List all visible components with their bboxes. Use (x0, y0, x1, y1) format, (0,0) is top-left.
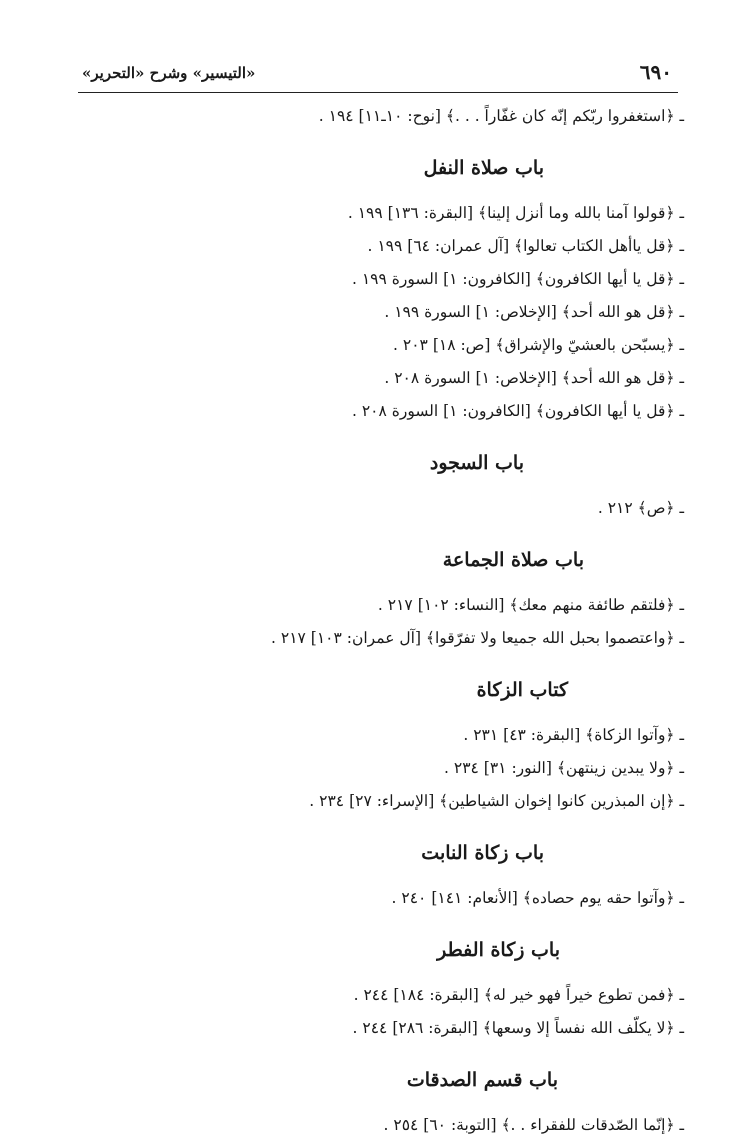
section-heading-nabit: باب زكاة النابت (421, 842, 544, 864)
index-entry: ـ ﴿قل يا أيها الكافرون﴾ [الكافرون: ١] السورة ١٩٩ . (351, 270, 684, 288)
index-entry: ـ ﴿قل هو الله أحد﴾ [الإخلاص: ١] السورة ١٩٩ . (384, 303, 684, 321)
page-header (78, 58, 678, 93)
index-entry: ـ ﴿لا يكلّف الله نفساً إلا وسعها﴾ [البقرة: ٢٨٦] ٢٤٤ . (352, 1019, 684, 1037)
section-heading-jamaa: باب صلاة الجماعة (442, 549, 584, 571)
index-entry: ـ ﴿ص﴾ ٢١٢ . (597, 499, 684, 517)
index-entry: ـ ﴿ولا يبدين زينتهن﴾ [النور: ٣١] ٢٣٤ . (444, 759, 684, 777)
index-entry: ـ ﴿وآتوا حقه يوم حصاده﴾ [الأنعام: ١٤١] ٢٤٠ . (391, 889, 684, 907)
index-entry: ـ ﴿إن المبذرين كانوا إخوان الشياطين﴾ [الإسراء: ٢٧] ٢٣٤ . (309, 792, 684, 810)
index-entry: ـ ﴿قل هو الله أحد﴾ [الإخلاص: ١] السورة ٢٠٨ . (384, 369, 684, 387)
index-entry: ـ ﴿يسبّحن بالعشيّ والإشراق﴾ [ص: ١٨] ٢٠٣ . (393, 336, 684, 354)
section-heading-sadaqat: باب قسم الصدقات (406, 1069, 558, 1091)
section-heading-zakat: كتاب الزكاة (476, 679, 568, 701)
index-content (250, 100, 684, 1134)
index-entry: ـ ﴿وآتوا الزكاة﴾ [البقرة: ٤٣] ٢٣١ . (463, 726, 684, 744)
page-number: ٦٩٠ (639, 60, 672, 84)
section-heading-fitr: باب زكاة الفطر (437, 939, 560, 961)
index-entry: ـ ﴿واعتصموا بحبل الله جميعا ولا تفرّقوا﴾ [آل عمران: ١٠٣] ٢١٧ . (271, 629, 684, 647)
index-entry: ـ ﴿قل ياأهل الكتاب تعالوا﴾ [آل عمران: ٦٤] ١٩٩ . (367, 237, 684, 255)
section-heading-sujud: باب السجود (429, 452, 524, 474)
index-entry: ـ ﴿قولوا آمنا بالله وما أنزل إلينا﴾ [البقرة: ١٣٦] ١٩٩ . (347, 204, 684, 222)
index-entry: ـ ﴿فمن تطوع خيراً فهو خير له﴾ [البقرة: ١٨٤] ٢٤٤ . (353, 986, 684, 1004)
index-entry: ـ ﴿فلتقم طائفة منهم معك﴾ [النساء: ١٠٢] ٢١٧ . (377, 596, 684, 614)
index-entry: ـ ﴿إنّما الصّدقات للفقراء . .﴾ [التوبة: ٦٠] ٢٥٤ . (383, 1116, 684, 1134)
index-entry: ـ ﴿استغفروا ربّكم إنّه كان غفّاراً . . .﴾ [نوح: ١٠ـ١١] ١٩٤ . (318, 107, 684, 125)
running-title: «التيسير» وشرح «التحرير» (82, 64, 256, 82)
index-entry: ـ ﴿قل يا أيها الكافرون﴾ [الكافرون: ١] السورة ٢٠٨ . (351, 402, 684, 420)
section-heading-nafl: باب صلاة النفل (423, 157, 544, 179)
